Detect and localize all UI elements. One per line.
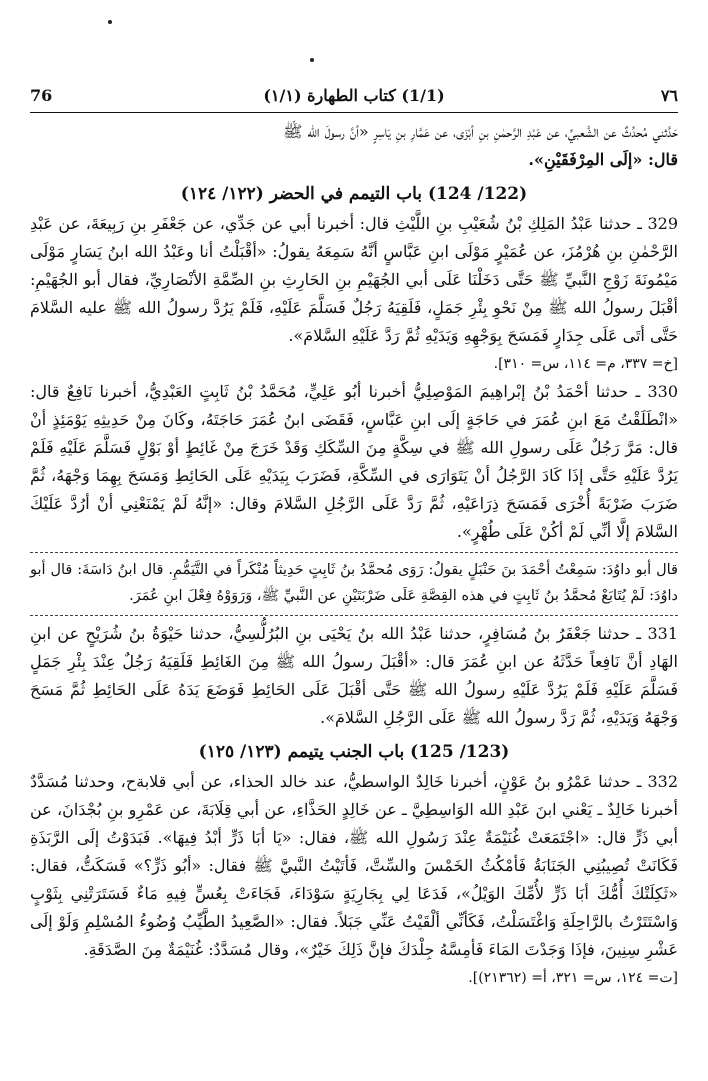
intro-paragraph <box>30 118 678 146</box>
page-number-arabic: ٧٦ <box>660 86 678 105</box>
intro-paragraph-end <box>30 146 678 174</box>
hadith-332: 332 ـ حدثنا عَمْرُو بنُ عَوْنٍ، أخبرنا خَالِدٌ الواسطيُّ، عند خالد الحذاء، عن أبي قلابةح، وحدثنا مُسَدَّدٌ أخبرنا خَالِدٌ ـ يَعْني ابنَ عَبْدِ الله الوَاسِطِيَّ ـ عن خَالِدٍ الحَذَّاءِ، عن أبي قِلَابَةَ، عن عَمْرِو بنِ بُجْدَانَ، عن أبي ذَرٍّ قال: «اجْتَمَعَتْ غُنَيْمَةٌ عِنْدَ رَسُولِ الله ﷺ، فقال: «يَا أبَا ذَرٍّ أبْدُ فِيهَا». فَبَدَوْتُ إلَى الرَّبَذَةِ فَكَانَتْ تُصِيبُنِي الجَنَابَةُ فَأمْكُثُ الخَمْسَ والسِّتَّ، فَأتَيْتُ النَّبيَّ ﷺ فقال: «أبُو ذَرٍّ؟» فَسَكَتُّ، فقال: «ثَكِلَتْكَ أُمُّكَ أبَا ذَرٍّ لأُمِّكَ الوَيْلُ»، فَدَعَا لِي بِجَارِيَةٍ سَوْدَاءَ، فَجَاءَتْ بِعُسٍّ فِيهِ مَاءٌ فَسَتَرَتْنِي بِثَوْبٍ وَاسْتَتَرْتُ بالرَّاحِلَةِ وَاغْتَسَلْتُ، فَكَأنِّي ألْقَيْتُ عَنِّي جَبَلاً. فقال: «الصَّعِيدُ الطَّيِّبُ وُضُوءُ المُسْلِمِ وَلَوْ إلَى عَشْرِ سِنِينَ، فإذَا وَجَدْتَ المَاءَ فَأمِسَّهُ جِلْدَكَ فإنَّ ذَلِكَ خَيْرٌ»، وقال مُسَدَّدٌ: غُنَيْمَةٌ مِنَ الصَّدَقَةِ. <box>30 772 679 959</box>
chapter-heading-122: (122/ 124) باب التيمم في الحضر (١٢٢/ ١٢٤) <box>180 184 528 204</box>
chapter-heading-123: (123/ 125) باب الجنب يتيمم (١٢٣/ ١٢٥) <box>198 742 510 762</box>
reference-332: [ت= ١٢٤، س= ٣٢١، أ= (٢١٣٦٢)]. <box>468 970 678 986</box>
separator-line <box>30 615 678 616</box>
separator-line <box>30 552 678 553</box>
reference-329: [خ= ٣٣٧، م= ١١٤، س= ٣١٠]. <box>493 356 678 372</box>
running-title: (1/1) كتاب الطهارة (١/١) <box>263 86 445 105</box>
margin-dot <box>310 58 314 62</box>
header-rule <box>30 112 678 113</box>
abudawud-note: قال أبو داوُدَ: سَمِعْتُ أحْمَدَ بنَ حَنْبَلٍ يقولُ: رَوَى مُحمَّدُ بنُ ثَابِتٍ حَدِيثاً مُنْكَراً في التَّيَمُّمِ. قال ابنُ دَاسَةَ: قال أبو داوُدَ: لَمْ يُتَابَعْ مُحمَّدُ بنُ ثَابِتٍ في هذه القِصَّةِ عَلَى ضَرْبَتَيْنِ عن النَّبيِّ ﷺ، وَرَوَوْهُ فِعْلَ ابنِ عُمَرَ. <box>30 562 678 604</box>
hadith-331: 331 ـ حدثنا جَعْفَرُ بنُ مُسَافِرٍ، حدثنا عَبْدُ الله بنُ يَحْيَى بنِ البُرُلُّسِيُّ، حدثنا حَيْوَةُ بنُ شُرَيْحٍ عن ابنِ الهَادِ أنَّ نَافِعاً حَدَّثَهُ عن ابنِ عُمَرَ قال: «أقْبَلَ رسولُ الله ﷺ مِنَ الغَائِطِ فَلَقِيَهُ رَجُلٌ عِنْدَ بِئْرِ جَمَلٍ فَسَلَّمَ عَلَيْهِ فَلَمْ يَرُدَّ عَلَيْهِ رسولُ الله ﷺ حَتَّى أقْبَلَ عَلَى الحَائِطِ فَوَضَعَ يَدَهُ عَلَى الحَائِطِ ثُمَّ مَسَحَ وَجْهَهُ وَيَدَيْهِ، ثُمَّ رَدَّ رسولُ الله ﷺ عَلَى الرَّجُلِ السَّلامَ». <box>30 624 678 727</box>
margin-dot <box>108 20 112 24</box>
page-body <box>30 118 678 992</box>
intro-text: حَدَّثني مُحدِّثٌ عن الشَّعبيِّ، عن عَبْدِ الرَّحمٰنِ بنِ أبْزَى، عن عَمَّارِ بنِ يَاسِرٍ «أنَّ رسولَ الله ﷺ <box>283 122 678 141</box>
hadith-329: 329 ـ حدثنا عَبْدُ المَلِكِ بْنُ شُعَيْبِ بنِ اللَّيْثِ قال: أخبرنا أبي عن جَدِّي، عن جَعْفَرِ بنِ رَبِيعَةَ، عن عَبْدِ الرَّحْمٰنِ بنِ هُرْمُزَ، عن عُمَيْرٍ مَوْلَى ابنِ عَبَّاسٍ أنَّهُ سَمِعَهُ يقولُ: «أقْبَلْتُ أنا وعَبْدُ الله ابنُ يَسَارٍ مَوْلَى مَيْمُونَةَ زَوْجِ النَّبيِّ ﷺ حَتَّى دَخَلْنَا عَلَى أبي الجُهَيْمِ بنِ الحَارِثِ بنِ الصِّمَّةِ الأنْصَارِيِّ، فقال أبو الجُهَيْمِ: أقْبَلَ رسولُ الله ﷺ مِنْ نَحْوِ بِئْرِ جَمَلٍ، فَلَقِيَهُ رَجُلٌ فَسَلَّمَ عَلَيْهِ، فَلَمْ يَرُدَّ رسولُ الله ﷺ عليه السَّلامَ حَتَّى أتَى عَلَى جِدَارٍ فَمَسَحَ بِوَجْهِهِ وَيَدَيْهِ ثُمَّ رَدَّ عَلَيْهِ السَّلامَ». <box>30 214 679 345</box>
page-header <box>30 84 678 110</box>
intro-text-end: قال: «إلَى المِرْفَقَيْنِ». <box>528 150 678 169</box>
page-number-latin: 76 <box>30 86 53 105</box>
hadith-330: 330 ـ حدثنا أحْمَدُ بْنُ إبْراهِيمَ المَوْصِلِيُّ أخبرنا أبُو عَلِيٍّ، مُحَمَّدُ بْنُ ثَابِتٍ العَبْدِيُّ، أخبرنا نَافِعٌ قال: «انْطَلَقْتُ مَعَ ابنِ عُمَرَ في حَاجَةٍ إلَى ابنِ عَبَّاسٍ، فَقَضَى ابنُ عُمَرَ حَاجَتَهُ، وكَانَ مِنْ حَدِيثِهِ يَوْمَئِذٍ أنْ قال: مَرَّ رَجُلٌ عَلَى رسولِ الله ﷺ في سِكَّةٍ مِنَ السِّكَكِ وَقَدْ خَرَجَ مِنْ غَائِطٍ أوْ بَوْلٍ فَسَلَّمَ عَلَيْهِ فَلَمْ يَرُدَّ عَلَيْهِ حَتَّى إذَا كَادَ الرَّجُلُ أنْ يَتَوَارَى في السِّكَّةِ، فَضَرَبَ بِيَدَيْهِ عَلَى الحَائِطِ وَمَسَحَ بِهِمَا وَجْهَهُ، ثُمَّ ضَرَبَ ضَرْبَةً أُخْرَى فَمَسَحَ ذِرَاعَيْهِ، ثُمَّ رَدَّ عَلَى الرَّجُلِ السَّلامَ وقال: «إنَّهُ لَمْ يَمْنَعْنِي أنْ أرُدَّ عَلَيْكَ السَّلامَ إلَّا أنِّي لَمْ أكُنْ عَلَى طُهْرٍ». <box>30 382 678 541</box>
